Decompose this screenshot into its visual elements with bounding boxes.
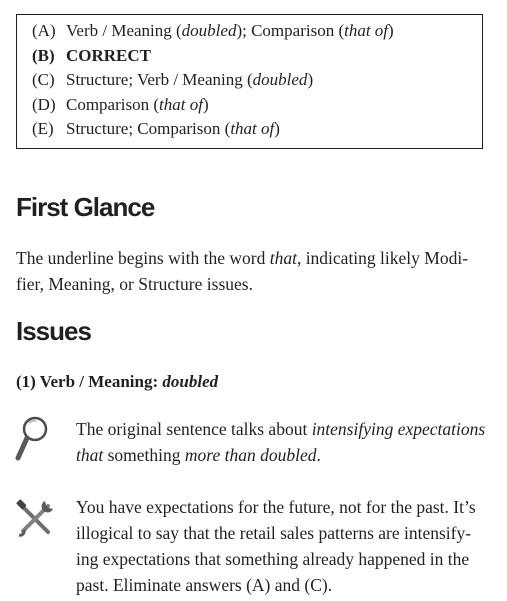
issue-note-tools: You have expectations for the future, not for the past. It’s illogical to say that the retail sales patterns are intensify-ing expectations that something already happened in the past. Eliminate answers (A) and (C). [76, 497, 476, 595]
answer-row-e: (E) Structure; Comparison (that of) [32, 119, 280, 139]
answer-row-d: (D) Comparison (that of) [32, 94, 209, 114]
answer-row-a: (A) Verb / Meaning (doubled); Comparison (that of) [32, 21, 394, 40]
magnifier-icon [14, 414, 50, 466]
answer-row-b: (B) CORRECT [32, 45, 152, 65]
issue-subheading: (1) Verb / Meaning: doubled [16, 372, 219, 391]
issue-note-magnifier: The original sentence talks about intensifying expectations that something more than doubled. [76, 419, 486, 465]
issues-heading: Issues [16, 316, 91, 346]
tools-icon [14, 498, 56, 544]
answer-summary-box [16, 14, 483, 149]
answer-row-c: (C) Structure; Verb / Meaning (doubled) [32, 70, 314, 90]
first-glance-paragraph: The underline begins with the word that, indicating likely Modi-fier, Meaning, or Structure issues. [16, 248, 469, 294]
first-glance-heading: First Glance [16, 192, 155, 222]
